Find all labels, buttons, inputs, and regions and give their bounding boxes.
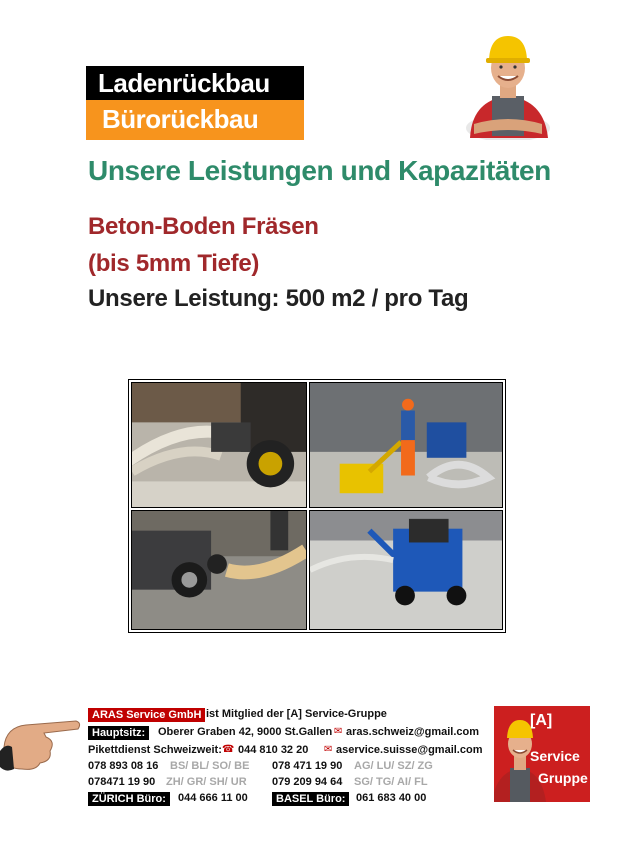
basel-office-label: BASEL Büro:	[272, 792, 349, 806]
email-1[interactable]: aras.schweiz@gmail.com	[346, 726, 480, 738]
logo-service-text: Service	[530, 748, 580, 764]
regional-cantons: ZH/ GR/ SH/ UR	[166, 776, 247, 788]
regional-phone[interactable]: 079 209 94 64	[272, 776, 343, 788]
regional-cantons: SG/ TG/ AI/ FL	[354, 776, 428, 788]
email-icon: ✉	[334, 726, 343, 737]
photo-grid	[128, 379, 506, 633]
zurich-office-label: ZÜRICH Büro:	[88, 792, 170, 806]
worker-illustration	[462, 30, 554, 140]
photo-machine-wheels-hose	[131, 510, 307, 630]
photo-worker-with-machine	[309, 382, 503, 508]
photo-blue-milling-machine	[309, 510, 503, 630]
zurich-office-phone[interactable]: 044 666 11 00	[178, 792, 248, 804]
regional-phone[interactable]: 078 893 08 16	[88, 760, 159, 772]
service-depth: (bis 5mm Tiefe)	[88, 250, 260, 277]
service-capacity: Unsere Leistung: 500 m2 / pro Tag	[88, 285, 469, 312]
pointing-hand-icon	[0, 707, 84, 777]
logo-gruppe-text: Gruppe	[538, 770, 588, 786]
logo-mark: [A]	[530, 712, 553, 729]
regional-cantons: BS/ BL/ SO/ BE	[170, 760, 250, 772]
regional-phone[interactable]: 078 471 19 90	[272, 760, 343, 772]
hq-address: Oberer Graben 42, 9000 St.Gallen	[158, 726, 333, 738]
hq-label: Hauptsitz:	[88, 726, 149, 740]
basel-office-phone[interactable]: 061 683 40 00	[356, 792, 427, 804]
phone-icon: ☎	[222, 744, 235, 755]
email-icon: ✉	[324, 744, 333, 755]
title-buerorueckbau: Bürorückbau	[86, 100, 304, 140]
company-badge: ARAS Service GmbH	[88, 708, 205, 722]
page-heading: Unsere Leistungen und Kapazitäten	[88, 155, 551, 186]
title-ladenrueckbau: Ladenrückbau	[86, 66, 304, 100]
email-2[interactable]: aservice.suisse@gmail.com	[336, 744, 483, 756]
picket-phone[interactable]: 044 810 32 20	[238, 744, 309, 756]
picket-label: Pikettdienst Schweizweit:	[88, 744, 222, 756]
service-name: Beton-Boden Fräsen	[88, 213, 319, 240]
photo-milling-machine-closeup	[131, 382, 307, 508]
regional-cantons: AG/ LU/ SZ/ ZG	[354, 760, 433, 772]
regional-phone[interactable]: 078471 19 90	[88, 776, 156, 788]
member-text: ist Mitglied der [A] Service-Gruppe	[206, 708, 387, 720]
